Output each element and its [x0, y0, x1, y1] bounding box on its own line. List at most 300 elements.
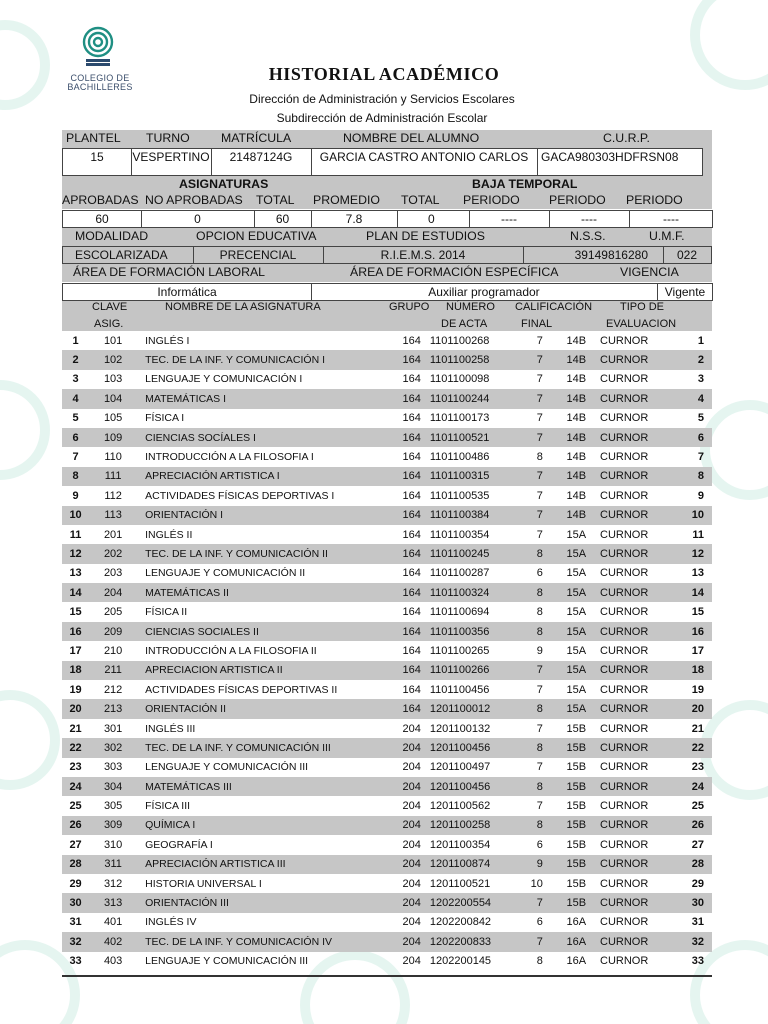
final-grade: 8 [514, 777, 543, 796]
subject-code: 305 [103, 800, 123, 813]
label-promedio: PROMEDIO [313, 193, 380, 207]
table-row [62, 913, 712, 932]
group: 164 [402, 528, 421, 541]
header-clave: CLAVE [92, 301, 128, 313]
final-grade: 7 [536, 722, 543, 735]
group: 204 [402, 955, 421, 968]
evaluation-type: CURNOR [600, 451, 649, 464]
acta-number: 1101100266 [421, 661, 514, 680]
acta-number: 1101100258 [421, 350, 514, 369]
subject-code: 313 [89, 893, 137, 912]
group: 164 [402, 567, 421, 580]
summary-value-row [62, 210, 713, 228]
period: 15A [543, 544, 594, 563]
row-number-right: 8 [680, 467, 712, 486]
subject-name: GEOGRAFÍA I [145, 838, 213, 851]
final-grade: 7 [514, 428, 543, 447]
row-number: 6 [62, 428, 89, 447]
subject-name: INGLÉS II [145, 528, 193, 541]
group: 204 [393, 893, 421, 912]
label-nss: N.S.S. [570, 229, 606, 243]
value-plantel: 15 [90, 150, 104, 164]
row-number-right: 4 [680, 389, 712, 408]
period: 15A [543, 583, 594, 602]
acta-number: 1101100486 [429, 451, 490, 464]
value-no-aprobadas: 0 [194, 212, 201, 226]
row-number-right: 7 [697, 451, 704, 464]
group: 164 [402, 373, 421, 386]
final-grade: 8 [514, 583, 543, 602]
subject-code: 102 [89, 350, 137, 369]
student-value-row [62, 148, 703, 176]
label-periodo-3: PERIODO [626, 193, 683, 207]
subject-name: FÍSICA I [145, 412, 185, 425]
header-evaluacion: EVALUACION [606, 318, 677, 330]
acta-number: 1201100521 [429, 877, 491, 890]
table-row [62, 777, 712, 796]
final-grade: 7 [514, 467, 543, 486]
group: 164 [393, 467, 421, 486]
evaluation-type: CURNOR [594, 932, 680, 951]
table-row [62, 602, 712, 621]
table-row [62, 564, 712, 583]
value-total-baja: 0 [428, 212, 435, 226]
subject-name: TEC. DE LA INF. Y COMUNICACIÓN I [137, 350, 393, 369]
row-number: 28 [62, 855, 89, 874]
period: 15B [566, 800, 587, 813]
evaluation-type: CURNOR [600, 722, 649, 735]
subject-code: 202 [89, 544, 137, 563]
subject-code: 204 [89, 583, 137, 602]
row-number: 24 [62, 777, 89, 796]
label-vigencia: VIGENCIA [620, 265, 679, 279]
row-number-right: 5 [697, 412, 704, 425]
value-modalidad: ESCOLARIZADA [75, 248, 168, 262]
row-number: 19 [69, 683, 82, 696]
period: 15A [566, 528, 587, 541]
row-number-right: 24 [680, 777, 712, 796]
label-formacion-laboral: ÁREA DE FORMACIÓN LABORAL [73, 265, 266, 279]
row-number: 26 [62, 816, 89, 835]
group: 204 [402, 916, 421, 929]
row-number: 21 [69, 722, 82, 735]
row-number: 10 [62, 506, 89, 525]
row-number-right: 23 [691, 761, 704, 774]
group: 164 [393, 544, 421, 563]
row-number: 32 [62, 932, 89, 951]
final-grade: 8 [536, 451, 543, 464]
row-number-right: 3 [697, 373, 704, 386]
row-number: 31 [69, 916, 82, 929]
group: 164 [393, 389, 421, 408]
subject-code: 213 [89, 699, 137, 718]
row-number-right: 1 [697, 334, 704, 347]
acta-number: 1101100694 [429, 606, 490, 619]
final-grade: 7 [536, 800, 543, 813]
final-grade: 7 [536, 683, 543, 696]
subject-name: ORIENTACIÓN II [137, 699, 393, 718]
group: 164 [402, 644, 421, 657]
row-number: 2 [62, 350, 89, 369]
value-matricula: 21487124G [229, 150, 293, 164]
subject-name: INTRODUCCIÓN A LA FILOSOFIA I [145, 451, 314, 464]
group: 164 [402, 451, 421, 464]
table-row [62, 506, 712, 525]
acta-number: 1202200145 [429, 955, 492, 968]
subject-code: 401 [103, 916, 123, 929]
table-row [62, 428, 712, 447]
subject-code: 109 [89, 428, 137, 447]
table-row [62, 622, 712, 641]
table-row [62, 835, 712, 854]
subject-name: ACTIVIDADES FÍSICAS DEPORTIVAS I [145, 489, 335, 502]
period: 15B [543, 816, 594, 835]
final-grade: 7 [536, 373, 543, 386]
table-row [62, 719, 712, 738]
table-row [62, 932, 712, 951]
row-number-right: 32 [680, 932, 712, 951]
final-grade: 7 [514, 389, 543, 408]
label-total: TOTAL [256, 193, 295, 207]
table-row [62, 699, 712, 718]
subject-code: 403 [103, 955, 123, 968]
table-row [62, 486, 712, 505]
subject-code: 104 [89, 389, 137, 408]
period: 14B [543, 428, 594, 447]
value-nombre: GARCIA CASTRO ANTONIO CARLOS [319, 150, 529, 164]
row-number: 7 [72, 451, 79, 464]
acta-number: 1101100456 [429, 683, 490, 696]
row-number: 13 [69, 567, 82, 580]
acta-number: 1201100354 [429, 838, 491, 851]
period: 15A [566, 606, 587, 619]
period: 15B [543, 777, 594, 796]
row-number: 14 [62, 583, 89, 602]
table-row [62, 816, 712, 835]
period: 14B [566, 451, 587, 464]
period: 15B [566, 838, 587, 851]
period: 15A [543, 661, 594, 680]
row-number-right: 28 [680, 855, 712, 874]
value-formacion-laboral: Informática [157, 285, 217, 299]
group: 164 [393, 661, 421, 680]
final-grade: 7 [514, 661, 543, 680]
period: 16A [566, 916, 587, 929]
final-grade: 6 [536, 916, 543, 929]
acta-number: 1101100354 [429, 528, 490, 541]
evaluation-type: CURNOR [600, 800, 649, 813]
acta-number: 1201100456 [421, 777, 514, 796]
evaluation-type: CURNOR [600, 838, 649, 851]
subject-code: 203 [103, 567, 123, 580]
header-nombre: NOMBRE DE LA ASIGNATURA [165, 301, 321, 313]
row-number: 5 [72, 412, 79, 425]
subjects-table [62, 331, 712, 971]
acta-number: 1101100324 [421, 583, 514, 602]
subject-code: 302 [89, 738, 137, 757]
subtitle-subdireccion: Subdirección de Administración Escolar [276, 111, 488, 125]
row-number-right: 10 [680, 506, 712, 525]
row-number-right: 26 [680, 816, 712, 835]
subject-code: 303 [103, 761, 123, 774]
subject-name: MATEMÁTICAS III [137, 777, 393, 796]
evaluation-type: CURNOR [600, 412, 649, 425]
subject-name: MATEMÁTICAS II [137, 583, 393, 602]
evaluation-type: CURNOR [594, 350, 680, 369]
row-number: 20 [62, 699, 89, 718]
evaluation-type: CURNOR [600, 877, 649, 890]
table-row [62, 893, 712, 912]
row-number: 17 [69, 644, 82, 657]
group: 204 [393, 777, 421, 796]
value-opcion: PRECENCIAL [219, 248, 297, 262]
acta-number: 1101100535 [429, 489, 490, 502]
row-number-right: 29 [691, 877, 704, 890]
subject-name: HISTORIA UNIVERSAL I [145, 877, 262, 890]
subject-name: TEC. DE LA INF. Y COMUNICACIÓN IV [137, 932, 393, 951]
group: 164 [393, 350, 421, 369]
subject-name: CIENCIAS SOCIALES II [137, 622, 393, 641]
final-grade: 10 [530, 877, 543, 890]
subject-code: 309 [89, 816, 137, 835]
period: 14B [543, 506, 594, 525]
group: 164 [402, 683, 421, 696]
subject-code: 310 [103, 838, 123, 851]
subject-code: 113 [89, 506, 137, 525]
subject-name: CIENCIAS SOCÍALES I [137, 428, 393, 447]
subject-code: 212 [103, 683, 123, 696]
period: 14B [543, 467, 594, 486]
final-grade: 9 [514, 855, 543, 874]
subject-name: FÍSICA II [145, 606, 188, 619]
table-row [62, 389, 712, 408]
value-plan: R.I.E.M.S. 2014 [380, 248, 466, 262]
row-number: 30 [62, 893, 89, 912]
subject-code: 103 [103, 373, 123, 386]
group: 204 [393, 932, 421, 951]
acta-number: 1101100356 [421, 622, 514, 641]
evaluation-type: CURNOR [600, 644, 649, 657]
table-bottom-rule [62, 975, 712, 977]
label-aprobadas: APROBADAS [62, 193, 139, 207]
label-baja-temporal: BAJA TEMPORAL [472, 177, 578, 191]
group: 204 [393, 855, 421, 874]
header-grupo: GRUPO [389, 301, 430, 313]
value-periodo-1: ---- [501, 212, 517, 226]
subject-code: 311 [89, 855, 137, 874]
row-number-right: 18 [680, 661, 712, 680]
period: 14B [566, 412, 587, 425]
subject-name: INGLÉS III [145, 722, 196, 735]
value-formacion-especifica: Auxiliar programador [428, 285, 540, 299]
period: 15B [566, 761, 587, 774]
label-nombre: NOMBRE DEL ALUMNO [343, 131, 480, 145]
group: 204 [402, 722, 421, 735]
row-number-right: 20 [680, 699, 712, 718]
label-total-baja: TOTAL [401, 193, 440, 207]
table-row [62, 447, 712, 466]
period: 14B [566, 489, 587, 502]
acta-number: 1201100132 [429, 722, 491, 735]
value-turno: VESPERTINO [132, 150, 210, 164]
header-asig: ASIG. [94, 318, 124, 330]
final-grade: 8 [514, 544, 543, 563]
final-grade: 8 [514, 738, 543, 757]
evaluation-type: CURNOR [594, 467, 680, 486]
evaluation-type: CURNOR [600, 373, 649, 386]
acta-number: 1201100562 [429, 800, 491, 813]
table-row [62, 874, 712, 893]
group: 204 [402, 800, 421, 813]
acta-number: 1101100265 [429, 644, 490, 657]
label-umf: U.M.F. [649, 229, 685, 243]
table-row [62, 641, 712, 660]
evaluation-type: CURNOR [600, 567, 649, 580]
row-number: 29 [69, 877, 82, 890]
subject-code: 312 [103, 877, 123, 890]
row-number: 15 [69, 606, 82, 619]
final-grade: 7 [514, 350, 543, 369]
row-number: 12 [62, 544, 89, 563]
evaluation-type: CURNOR [600, 955, 649, 968]
group: 164 [402, 412, 421, 425]
header-final: FINAL [521, 318, 553, 330]
subject-code: 209 [89, 622, 137, 641]
value-periodo-3: ---- [663, 212, 679, 226]
evaluation-type: CURNOR [600, 683, 649, 696]
acta-number: 1201100456 [421, 738, 514, 757]
subject-code: 112 [104, 489, 122, 502]
row-number: 33 [69, 955, 82, 968]
acta-number: 1202200833 [421, 932, 514, 951]
evaluation-type: CURNOR [594, 816, 680, 835]
acta-number: 1201100874 [421, 855, 514, 874]
acta-number: 1101100315 [421, 467, 514, 486]
group: 164 [402, 489, 421, 502]
row-number: 4 [62, 389, 89, 408]
subject-name: TEC. DE LA INF. Y COMUNICACIÓN III [137, 738, 393, 757]
group: 204 [393, 816, 421, 835]
group: 164 [393, 428, 421, 447]
acta-number: 1101100384 [421, 506, 514, 525]
final-grade: 8 [536, 606, 543, 619]
subject-name: LENGUAJE Y COMUNICACIÓN III [145, 761, 309, 774]
value-periodo-2: ---- [581, 212, 597, 226]
evaluation-type: CURNOR [594, 699, 680, 718]
evaluation-type: CURNOR [600, 334, 649, 347]
plan-value-row [62, 246, 712, 264]
subject-name: APRECIACIÓN ARTISTICA III [137, 855, 393, 874]
final-grade: 7 [536, 334, 543, 347]
subtitle-direccion: Dirección de Administración y Servicios Escolares [249, 92, 515, 106]
header-tipo: TIPO DE [620, 301, 665, 313]
group: 204 [402, 761, 421, 774]
row-number-right: 27 [691, 838, 704, 851]
row-number-right: 13 [691, 567, 704, 580]
period: 15B [566, 722, 587, 735]
period: 16A [566, 955, 587, 968]
table-row [62, 525, 712, 544]
subject-code: 210 [103, 644, 123, 657]
evaluation-type: CURNOR [594, 622, 680, 641]
row-number-right: 31 [691, 916, 704, 929]
row-number: 3 [72, 373, 79, 386]
period: 15B [566, 877, 587, 890]
row-number-right: 14 [680, 583, 712, 602]
group: 164 [393, 506, 421, 525]
acta-number: 1101100268 [429, 334, 490, 347]
acta-number: 1101100173 [429, 412, 490, 425]
period: 15A [543, 699, 594, 718]
row-number-right: 2 [680, 350, 712, 369]
subject-code: 201 [103, 528, 123, 541]
group: 204 [393, 738, 421, 757]
evaluation-type: CURNOR [600, 528, 649, 541]
header-numero: NÚMERO [446, 301, 495, 313]
subject-name: APRECIACION ARTISTICA II [137, 661, 393, 680]
evaluation-type: CURNOR [594, 855, 680, 874]
acta-number: 1201100012 [421, 699, 514, 718]
subject-code: 110 [104, 451, 122, 464]
group: 204 [402, 877, 421, 890]
value-vigencia: Vigente [664, 285, 706, 299]
row-number: 23 [69, 761, 82, 774]
final-grade: 8 [514, 622, 543, 641]
table-row [62, 661, 712, 680]
row-number-right: 12 [680, 544, 712, 563]
page-title: HISTORIAL ACADÉMICO [268, 64, 500, 84]
final-grade: 8 [514, 816, 543, 835]
row-number-right: 15 [691, 606, 704, 619]
value-umf: 022 [676, 248, 698, 262]
subject-code: 101 [103, 334, 123, 347]
value-promedio: 7.8 [345, 212, 363, 226]
evaluation-type: CURNOR [594, 544, 680, 563]
subject-name: ACTIVIDADES FÍSICAS DEPORTIVAS II [145, 683, 338, 696]
evaluation-type: CURNOR [600, 489, 649, 502]
table-row [62, 952, 712, 971]
subject-name: MATEMÁTICAS I [137, 389, 393, 408]
label-curp: C.U.R.P. [603, 131, 650, 145]
row-number: 16 [62, 622, 89, 641]
table-row [62, 680, 712, 699]
subject-name: INTRODUCCIÓN A LA FILOSOFIA II [145, 644, 317, 657]
subject-code: 211 [89, 661, 137, 680]
subject-name: LENGUAJE Y COMUNICACIÓN II [145, 567, 306, 580]
subject-name: LENGUAJE Y COMUNICACIÓN I [145, 373, 303, 386]
period: 14B [566, 334, 587, 347]
row-number-right: 21 [691, 722, 704, 735]
final-grade: 6 [536, 567, 543, 580]
period: 15A [566, 683, 587, 696]
table-row [62, 409, 712, 428]
subject-code: 304 [89, 777, 137, 796]
header-calificacion: CALIFICACIÓN [515, 301, 593, 313]
label-plantel: PLANTEL [66, 131, 121, 145]
final-grade: 7 [536, 528, 543, 541]
period: 15B [543, 738, 594, 757]
acta-number: 1202200842 [429, 916, 492, 929]
row-number: 8 [62, 467, 89, 486]
logo-text: COLEGIO DE BACHILLERES [67, 73, 133, 92]
subject-name: LENGUAJE Y COMUNICACIÓN III [145, 955, 309, 968]
group: 204 [402, 838, 421, 851]
subject-code: 205 [103, 606, 123, 619]
header-de-acta: DE ACTA [441, 318, 488, 330]
row-number-right: 9 [697, 489, 704, 502]
final-grade: 7 [536, 761, 543, 774]
subject-name: QUÍMICA I [137, 816, 393, 835]
